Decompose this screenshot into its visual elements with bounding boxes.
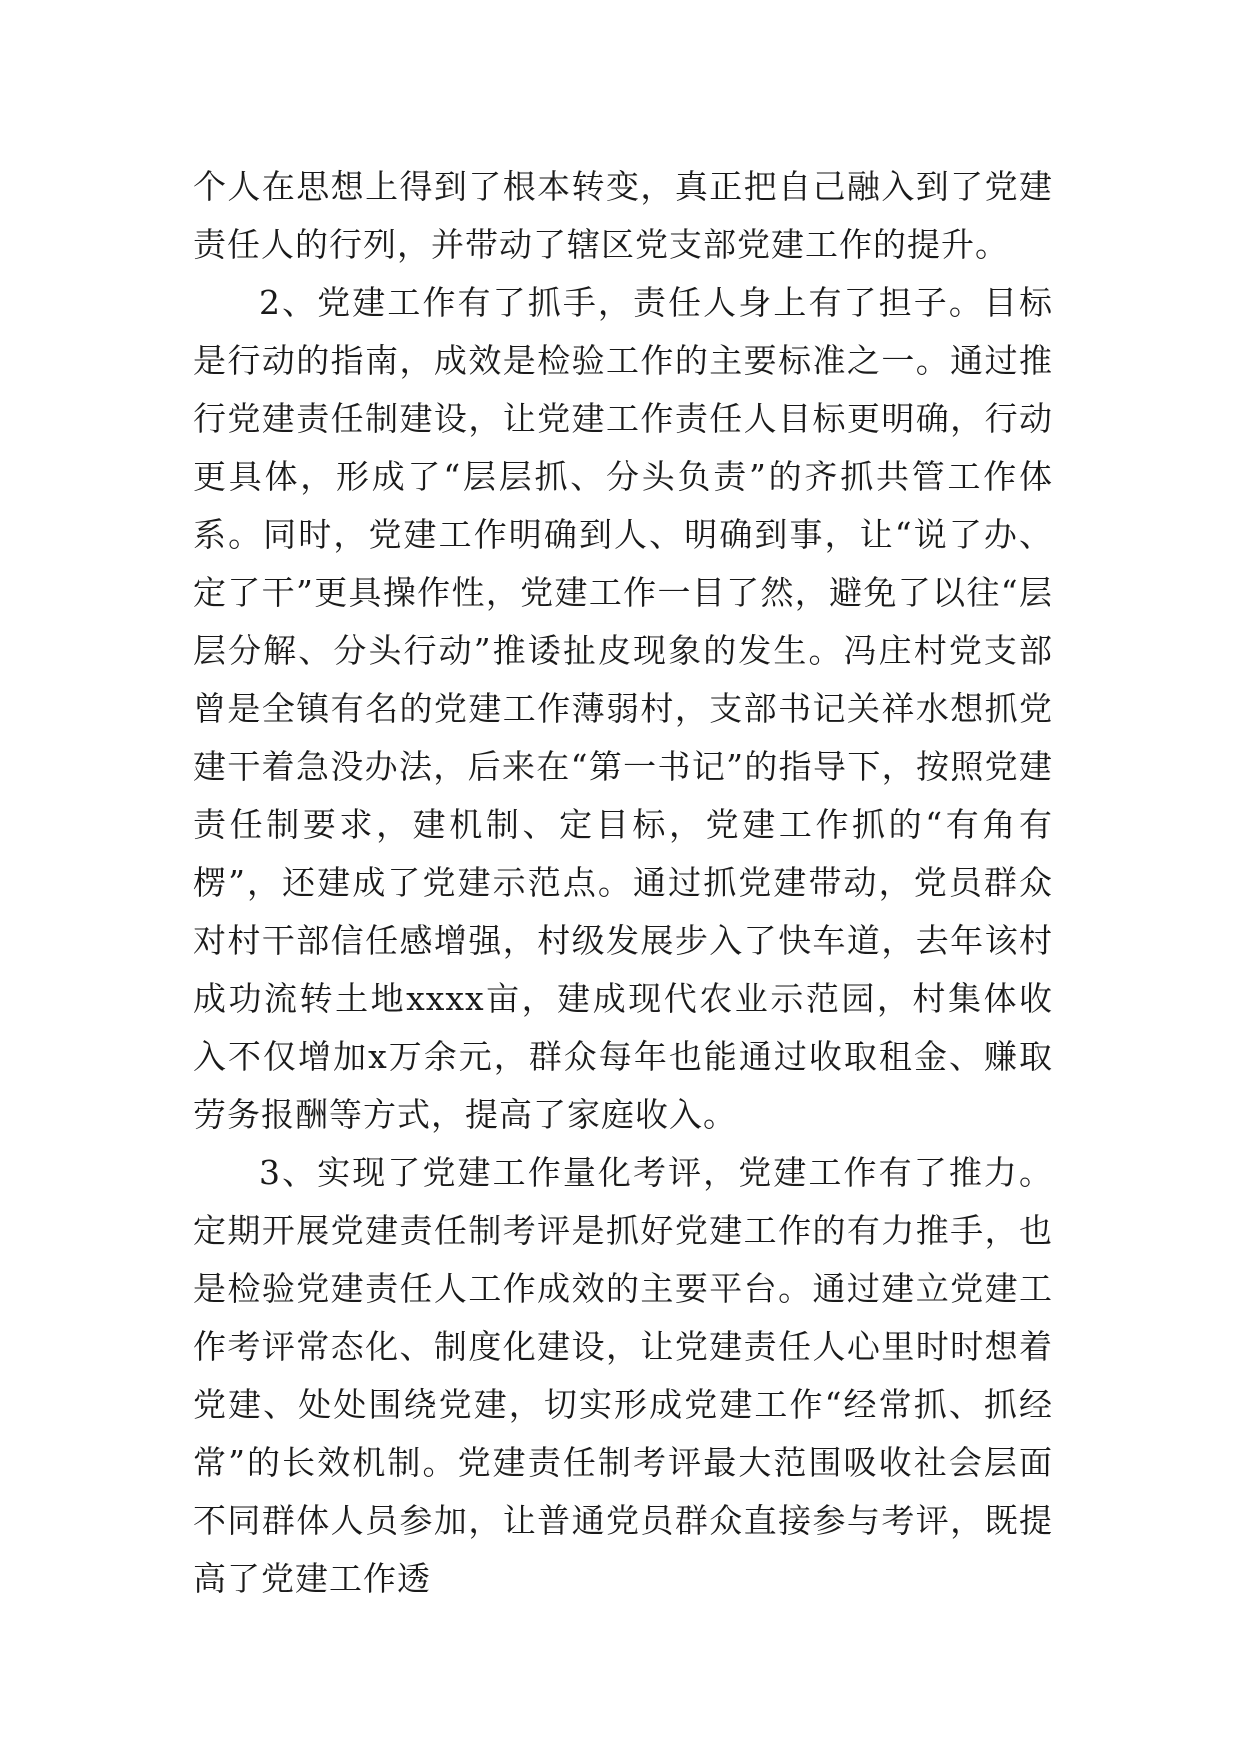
document-body	[193, 158, 1053, 1608]
paragraph-continuation: 个人在思想上得到了根本转变，真正把自己融入到了党建责任人的行列，并带动了辖区党支部党建工作的提升。	[193, 167, 1053, 264]
paragraph-section-2: 2、党建工作有了抓手，责任人身上有了担子。目标是行动的指南，成效是检验工作的主要标准之一。通过推行党建责任制建设，让党建工作责任人目标更明确，行动更具体，形成了“层层抓、分头负责”的齐抓共管工作体系。同时，党建工作明确到人、明确到事，让“说了办、定了干”更具操作性，党建工作一目了然，避免了以往“层层分解、分头行动”推诿扯皮现象的发生。冯庄村党支部曾是全镇有名的党建工作薄弱村，支部书记关祥水想抓党建干着急没办法，后来在“第一书记”的指导下，按照党建责任制要求，建机制、定目标，党建工作抓的“有角有楞”，还建成了党建示范点。通过抓党建带动，党员群众对村干部信任感增强，村级发展步入了快车道，去年该村成功流转土地xxxx亩，建成现代农业示范园，村集体收入不仅增加x万余元，群众每年也能通过收取租金、赚取劳务报酬等方式，提高了家庭收入。	[193, 283, 1053, 1134]
paragraph-section-3: 3、实现了党建工作量化考评，党建工作有了推力。定期开展党建责任制考评是抓好党建工作的有力推手，也是检验党建责任人工作成效的主要平台。通过建立党建工作考评常态化、制度化建设，让党建责任人心里时时想着党建、处处围绕党建，切实形成党建工作“经常抓、抓经常”的长效机制。党建责任制考评最大范围吸收社会层面不同群体人员参加，让普通党员群众直接参与考评，既提高了党建工作透	[193, 1153, 1053, 1598]
